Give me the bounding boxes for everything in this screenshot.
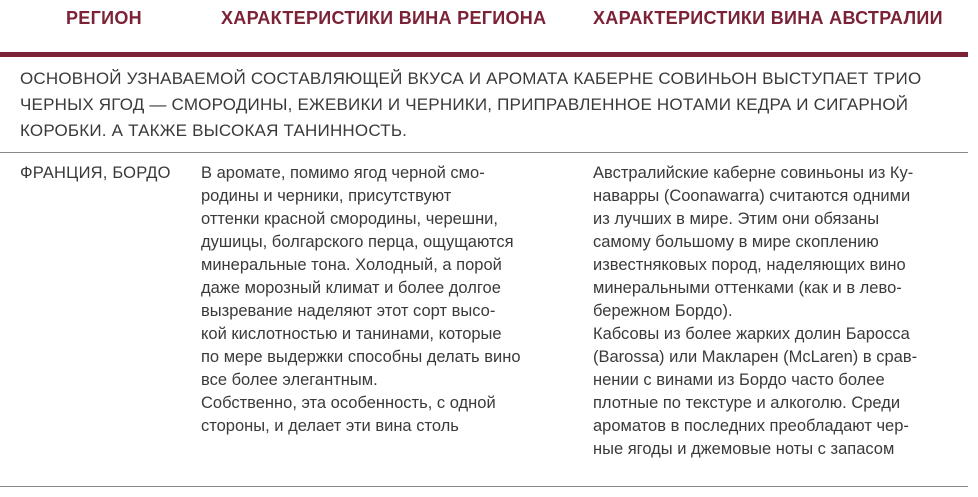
table-header	[0, 0, 978, 52]
header-region: РЕГИОН	[66, 8, 142, 28]
text-line: ароматов в последних преобладают чер-	[593, 417, 909, 435]
row-divider	[0, 152, 968, 153]
text-line: минеральными оттенками (как и в лево-	[593, 279, 902, 297]
text-line: наварры (Coonawarra) считаются одними	[593, 187, 911, 205]
text-line: все более элегантным.	[201, 371, 378, 389]
header-australia-characteristics: ХАРАКТЕРИСТИКИ ВИНА АВСТРАЛИИ	[593, 8, 943, 28]
header-region-characteristics: ХАРАКТЕРИСТИКИ ВИНА РЕГИОНА	[221, 8, 547, 28]
region-cell: ФРАНЦИЯ, БОРДО	[20, 164, 171, 182]
intro-line: ЧЕРНЫХ ЯГОД — СМОРОДИНЫ, ЕЖЕВИКИ И ЧЕРНИКИ, ПРИПРАВЛЕННОЕ НОТАМИ КЕДРА И СИГАРНОЙ	[20, 95, 909, 114]
text-line: кой кислотностью и танинами, которые	[201, 325, 502, 343]
text-line: Собственно, эта особенность, с одной	[201, 394, 496, 412]
text-line: известняковых пород, наделяющих вино	[593, 256, 906, 274]
text-line: минеральные тона. Холодный, а порой	[201, 256, 502, 274]
table-bottom-divider	[0, 486, 968, 487]
text-line: родины и черники, присутствуют	[201, 187, 452, 205]
intro-line: КОРОБКИ. А ТАКЖЕ ВЫСОКАЯ ТАНИННОСТЬ.	[20, 121, 408, 140]
intro-paragraph	[20, 66, 960, 144]
text-line: Кабсовы из более жарких долин Баросса	[593, 325, 910, 343]
text-line: вызревание наделяют этот сорт высо-	[201, 302, 496, 320]
text-line: ные ягоды и джемовые ноты с запасом	[593, 440, 895, 458]
text-line: Австралийские каберне совиньоны из Ку-	[593, 164, 914, 182]
text-line: по мере выдержки способны делать вино	[201, 348, 521, 366]
text-line: самому большому в мире скоплению	[593, 233, 879, 251]
text-line: из лучших в мире. Этим они обязаны	[593, 210, 880, 228]
region-characteristics-cell	[201, 162, 573, 438]
australia-characteristics-cell	[593, 162, 968, 461]
text-line: душицы, болгарского перца, ощущаются	[201, 233, 514, 251]
text-line: нении с винами из Бордо часто более	[593, 371, 885, 389]
text-line: (Barossa) или Макларен (McLaren) в срав-	[593, 348, 918, 366]
text-line: В аромате, помимо ягод черной смо-	[201, 164, 485, 182]
header-divider	[0, 52, 968, 57]
text-line: оттенки красной смородины, черешни,	[201, 210, 498, 228]
text-line: бережном Бордо).	[593, 302, 733, 320]
text-line: плотные по текстуре и алкоголю. Среди	[593, 394, 901, 412]
intro-line: ОСНОВНОЙ УЗНАВАЕМОЙ СОСТАВЛЯЮЩЕЙ ВКУСА И АРОМАТА КАБЕРНЕ СОВИНЬОН ВЫСТУПАЕТ ТРИО	[20, 69, 922, 88]
text-line: стороны, и делает эти вина столь	[201, 417, 459, 435]
text-line: даже морозный климат и более долгое	[201, 279, 501, 297]
